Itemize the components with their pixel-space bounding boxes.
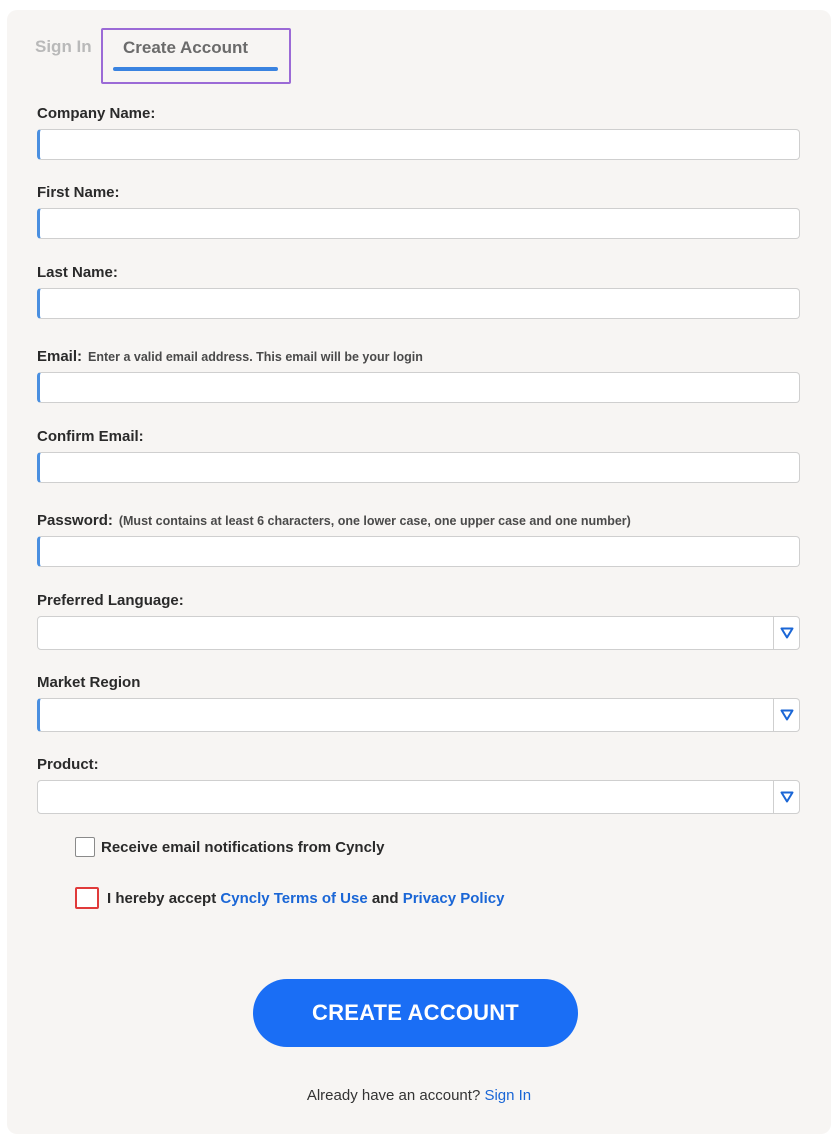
password-label: Password: — [37, 512, 113, 529]
market-region-field — [37, 674, 800, 732]
notifications-label: Receive email notifications from Cyncly — [101, 838, 385, 856]
product-select — [37, 780, 800, 814]
email-label: Email: — [37, 348, 83, 365]
sign-in-prompt — [7, 1087, 831, 1104]
active-tab-indicator — [113, 67, 278, 71]
product-value[interactable] — [38, 781, 772, 813]
preferred-language-value[interactable] — [38, 617, 772, 649]
terms-prefix: I hereby accept — [107, 889, 217, 907]
email-input[interactable] — [37, 372, 800, 403]
terms-and: and — [371, 889, 399, 907]
password-label-row — [37, 512, 800, 530]
email-hint: Enter a valid email address. This email will be your login — [88, 350, 423, 364]
confirm-email-label: Confirm Email: — [37, 428, 144, 445]
company-name-label: Company Name: — [37, 105, 156, 122]
first-name-input[interactable] — [37, 208, 800, 239]
notifications-checkbox[interactable] — [75, 837, 95, 857]
terms-checkbox[interactable] — [75, 887, 99, 909]
password-hint: (Must contains at least 6 characters, one lower case, one upper case and one number) — [118, 514, 631, 528]
product-dropdown-button[interactable] — [773, 781, 799, 813]
create-account-button[interactable]: CREATE ACCOUNT — [253, 979, 578, 1047]
product-label: Product: — [37, 756, 99, 773]
password-input[interactable] — [37, 536, 800, 567]
tab-sign-in[interactable]: Sign In — [35, 37, 92, 56]
company-name-field — [37, 105, 800, 160]
market-region-dropdown-button[interactable] — [773, 699, 799, 731]
preferred-language-dropdown-button[interactable] — [773, 617, 799, 649]
create-account-card — [7, 10, 831, 1134]
terms-option — [75, 887, 504, 909]
email-field — [37, 348, 800, 403]
product-field — [37, 756, 800, 814]
notifications-option — [75, 837, 384, 857]
password-field — [37, 512, 800, 567]
first-name-field — [37, 184, 800, 239]
first-name-label: First Name: — [37, 184, 120, 201]
tab-create-account-label: Create Account — [123, 38, 249, 57]
confirm-email-field — [37, 428, 800, 483]
last-name-input[interactable] — [37, 288, 800, 319]
preferred-language-label: Preferred Language: — [37, 592, 184, 609]
last-name-field — [37, 264, 800, 319]
email-label-row — [37, 348, 800, 366]
privacy-policy-link[interactable]: Privacy Policy — [402, 889, 505, 907]
market-region-value[interactable] — [40, 699, 772, 731]
last-name-label: Last Name: — [37, 264, 118, 281]
company-name-input[interactable] — [37, 129, 800, 160]
sign-in-link[interactable]: Sign In — [484, 1087, 532, 1104]
sign-in-prompt-text: Already have an account? — [306, 1087, 481, 1104]
tab-create-account[interactable] — [101, 28, 291, 84]
chevron-down-icon — [780, 709, 794, 721]
market-region-select — [37, 698, 800, 732]
market-region-label: Market Region — [37, 674, 141, 691]
terms-of-use-link[interactable]: Cyncly Terms of Use — [220, 889, 368, 907]
auth-tabs — [35, 28, 335, 88]
preferred-language-select — [37, 616, 800, 650]
preferred-language-field — [37, 592, 800, 650]
chevron-down-icon — [780, 627, 794, 639]
confirm-email-input[interactable] — [37, 452, 800, 483]
chevron-down-icon — [780, 791, 794, 803]
